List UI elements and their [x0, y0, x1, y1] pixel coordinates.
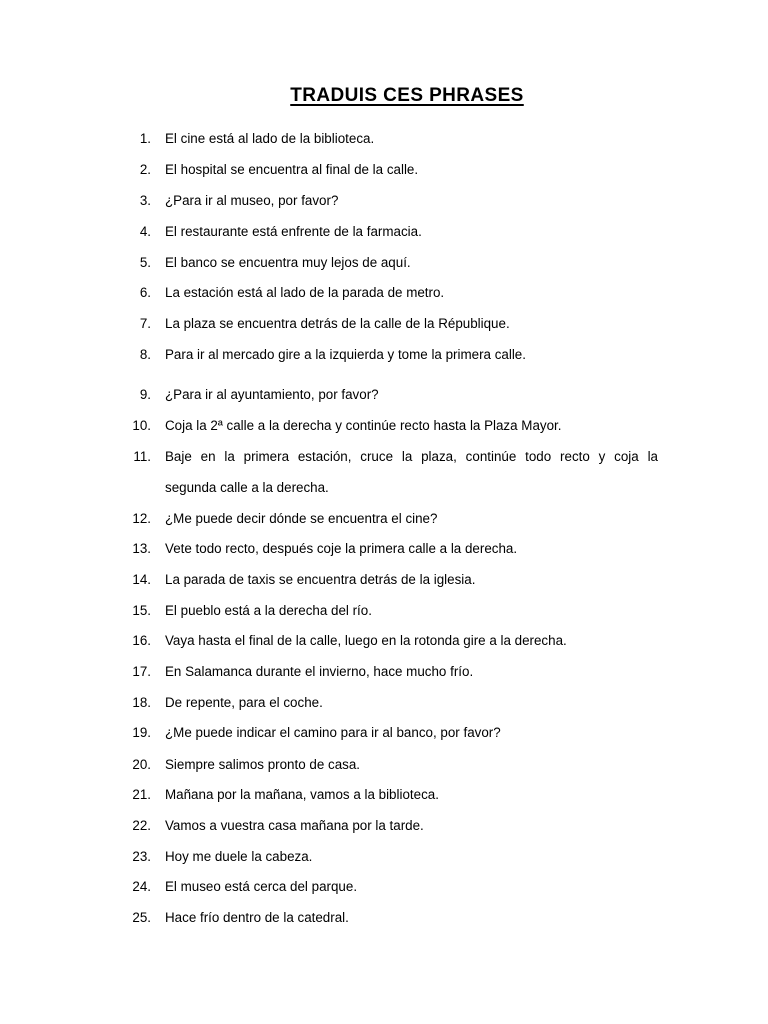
item-number: 8.	[139, 347, 151, 362]
item-text: Mañana por la mañana, vamos a la biblioteca.	[165, 787, 439, 802]
list-item	[0, 625, 768, 656]
list-item	[0, 717, 768, 748]
item-number: 24.	[132, 879, 151, 894]
list-item	[0, 503, 768, 534]
item-text: Vaya hasta el final de la calle, luego en la rotonda gire a la derecha.	[165, 633, 567, 648]
item-text: ¿Para ir al museo, por favor?	[165, 193, 339, 208]
item-text: De repente, para el coche.	[165, 695, 323, 710]
item-number: 18.	[132, 695, 151, 710]
item-number: 25.	[132, 910, 151, 925]
item-text: ¿Me puede indicar el camino para ir al banco, por favor?	[165, 725, 501, 740]
item-number: 21.	[132, 787, 151, 802]
item-number: 1.	[139, 131, 151, 146]
item-number: 2.	[139, 162, 151, 177]
list-item	[0, 308, 768, 339]
item-number: 16.	[132, 633, 151, 648]
list-item	[0, 339, 768, 370]
item-number: 4.	[139, 224, 151, 239]
page-title: TRADUIS CES PHRASES	[290, 85, 524, 106]
item-text: El cine está al lado de la biblioteca.	[165, 131, 375, 146]
item-text: El restaurante está enfrente de la farmacia.	[165, 224, 422, 239]
item-text: Para ir al mercado gire a la izquierda y tome la primera calle.	[165, 347, 526, 362]
item-number: 13.	[132, 541, 151, 556]
item-number: 20.	[132, 757, 151, 772]
list-item	[0, 410, 768, 441]
item-text: Vamos a vuestra casa mañana por la tarde.	[165, 818, 424, 833]
list-item	[0, 154, 768, 185]
list-item	[0, 123, 768, 154]
item-number: 11.	[133, 449, 151, 464]
item-text: La parada de taxis se encuentra detrás de la iglesia.	[165, 572, 476, 587]
item-number: 3.	[139, 193, 151, 208]
list-item	[0, 564, 768, 595]
item-number: 10.	[132, 418, 151, 433]
list-item	[0, 441, 768, 503]
list-item	[0, 247, 768, 278]
item-number: 5.	[139, 255, 151, 270]
item-text: El hospital se encuentra al final de la calle.	[165, 162, 419, 177]
item-number: 23.	[132, 849, 151, 864]
list-item	[0, 216, 768, 247]
item-number: 19.	[132, 725, 151, 740]
item-text: En Salamanca durante el invierno, hace mucho frío.	[165, 664, 474, 679]
item-text: El museo está cerca del parque.	[165, 879, 358, 894]
item-number: 14.	[132, 572, 151, 587]
item-text: El pueblo está a la derecha del río.	[165, 603, 372, 618]
item-text: ¿Para ir al ayuntamiento, por favor?	[165, 387, 379, 402]
list-item	[0, 749, 768, 780]
list-item	[0, 810, 768, 841]
list-item	[0, 533, 768, 564]
item-text	[165, 441, 658, 503]
item-text: La plaza se encuentra detrás de la calle de la République.	[165, 316, 510, 331]
item-text: Siempre salimos pronto de casa.	[165, 757, 361, 772]
item-number: 17.	[132, 664, 151, 679]
item-text-line-2: segunda calle a la derecha.	[165, 480, 329, 495]
item-number: 9.	[139, 387, 151, 402]
list-item	[0, 779, 768, 810]
item-text-line-1: Baje en la primera estación, cruce la plaza, continúe todo recto y coja la	[165, 449, 658, 464]
item-number: 22.	[132, 818, 151, 833]
list-item	[0, 595, 768, 626]
item-text: La estación está al lado de la parada de metro.	[165, 285, 445, 300]
item-text: Vete todo recto, después coje la primera calle a la derecha.	[165, 541, 518, 556]
list-item	[0, 656, 768, 687]
item-number: 6.	[139, 285, 151, 300]
item-text: ¿Me puede decir dónde se encuentra el cine?	[165, 511, 438, 526]
list-item	[0, 902, 768, 933]
item-number: 7.	[139, 316, 151, 331]
list-item	[0, 379, 768, 410]
item-text: Coja la 2ª calle a la derecha y continúe recto hasta la Plaza Mayor.	[165, 418, 562, 433]
item-text: Hace frío dentro de la catedral.	[165, 910, 349, 925]
list-item	[0, 687, 768, 718]
list-item	[0, 277, 768, 308]
list-item	[0, 841, 768, 872]
list-item	[0, 871, 768, 902]
item-text: El banco se encuentra muy lejos de aquí.	[165, 255, 411, 270]
item-text: Hoy me duele la cabeza.	[165, 849, 313, 864]
list-item	[0, 185, 768, 216]
item-number: 15.	[132, 603, 151, 618]
item-number: 12.	[132, 511, 151, 526]
